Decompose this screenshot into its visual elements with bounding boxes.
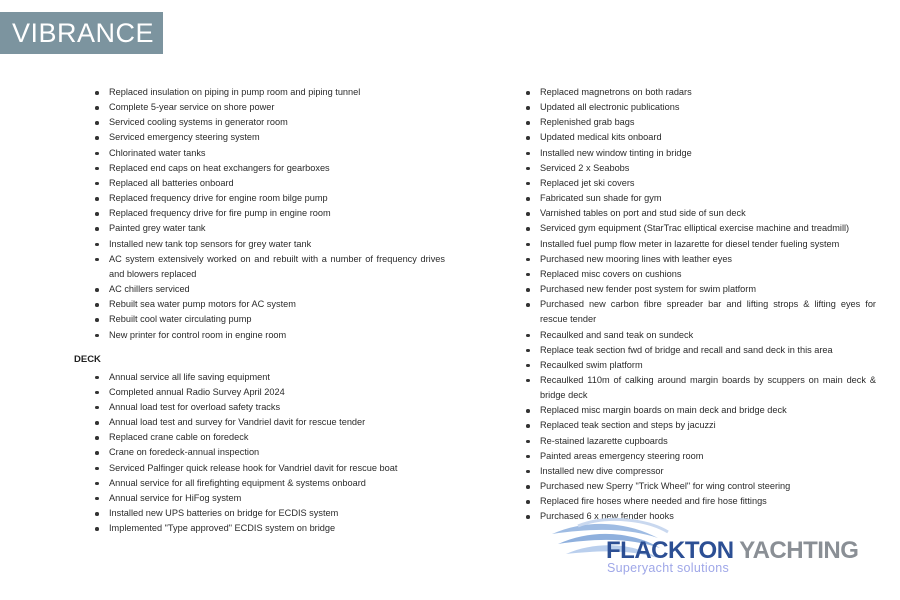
- list-item: Painted grey water tank: [95, 221, 445, 236]
- list-item: Replaced teak section and steps by jacuzzi: [526, 418, 876, 433]
- list-item: Serviced Palfinger quick release hook for Vandriel davit for rescue boat: [95, 461, 445, 476]
- list-item: Purchased 6 x new fender hooks: [526, 509, 876, 524]
- list-item: Fabricated sun shade for gym: [526, 191, 876, 206]
- list-item: Updated medical kits onboard: [526, 130, 876, 145]
- list-item: Painted areas emergency steering room: [526, 449, 876, 464]
- list-item: Serviced emergency steering system: [95, 130, 445, 145]
- list-item: Installed new window tinting in bridge: [526, 146, 876, 161]
- list-item: Chlorinated water tanks: [95, 146, 445, 161]
- left-column: [74, 85, 445, 536]
- list-item: Replaced fire hoses where needed and fire hose fittings: [526, 494, 876, 509]
- list-item: Replaced insulation on piping in pump room and piping tunnel: [95, 85, 445, 100]
- page-title: VIBRANCE: [0, 12, 163, 54]
- list-item: AC chillers serviced: [95, 282, 445, 297]
- list-item: Replenished grab bags: [526, 115, 876, 130]
- list-item: Recaulked 110m of calking around margin boards by scuppers on main deck & bridge deck: [526, 373, 876, 403]
- list-item: Rebuilt sea water pump motors for AC system: [95, 297, 445, 312]
- list-item: Installed new tank top sensors for grey water tank: [95, 237, 445, 252]
- list-item: Installed fuel pump flow meter in lazarette for diesel tender fueling system: [526, 237, 876, 252]
- list-item: Replaced frequency drive for fire pump in engine room: [95, 206, 445, 221]
- list-item: Replaced frequency drive for engine room bilge pump: [95, 191, 445, 206]
- list-item: Replace teak section fwd of bridge and recall and sand deck in this area: [526, 343, 876, 358]
- list-item: Annual load test for overload safety tracks: [95, 400, 445, 415]
- list-item: Replaced misc covers on cushions: [526, 267, 876, 282]
- list-item: Installed new UPS batteries on bridge for ECDIS system: [95, 506, 445, 521]
- deck-list: [95, 370, 445, 537]
- list-item: Serviced cooling systems in generator room: [95, 115, 445, 130]
- list-item: Purchased new mooring lines with leather eyes: [526, 252, 876, 267]
- list-item: Annual load test and survey for Vandriel davit for rescue tender: [95, 415, 445, 430]
- list-item: Installed new dive compressor: [526, 464, 876, 479]
- list-item: Re-stained lazarette cupboards: [526, 434, 876, 449]
- logo-tagline: Superyacht solutions: [607, 561, 730, 575]
- list-item: Purchased new Sperry "Trick Wheel" for wing control steering: [526, 479, 876, 494]
- list-item: Replaced jet ski covers: [526, 176, 876, 191]
- list-item: Complete 5-year service on shore power: [95, 100, 445, 115]
- list-item: Recaulked swim platform: [526, 358, 876, 373]
- list-item: Implemented "Type approved" ECDIS system on bridge: [95, 521, 445, 536]
- list-item: Annual service for all firefighting equipment & systems onboard: [95, 476, 445, 491]
- interior-exterior-list: [526, 85, 876, 525]
- list-item: Rebuilt cool water circulating pump: [95, 312, 445, 327]
- list-item: Crane on foredeck-annual inspection: [95, 445, 445, 460]
- list-item: Serviced 2 x Seabobs: [526, 161, 876, 176]
- list-item: Varnished tables on port and stud side of sun deck: [526, 206, 876, 221]
- logo-word-yachting: YACHTING: [739, 537, 859, 564]
- list-item: Replaced all batteries onboard: [95, 176, 445, 191]
- list-item: Completed annual Radio Survey April 2024: [95, 385, 445, 400]
- list-item: Replaced crane cable on foredeck: [95, 430, 445, 445]
- list-item: Serviced gym equipment (StarTrac elliptical exercise machine and treadmill): [526, 221, 876, 236]
- list-item: Replaced end caps on heat exchangers for gearboxes: [95, 161, 445, 176]
- right-column: [526, 85, 876, 525]
- list-item: Purchased new fender post system for swim platform: [526, 282, 876, 297]
- list-item: Recaulked and sand teak on sundeck: [526, 328, 876, 343]
- list-item: AC system extensively worked on and rebuilt with a number of frequency drives and blowers replaced: [95, 252, 445, 282]
- logo-word-flackton: FLACKTON: [606, 537, 734, 564]
- list-item: Replaced magnetrons on both radars: [526, 85, 876, 100]
- list-item: Updated all electronic publications: [526, 100, 876, 115]
- list-item: Annual service for HiFog system: [95, 491, 445, 506]
- list-item: Replaced misc margin boards on main deck and bridge deck: [526, 403, 876, 418]
- engineering-list: [95, 85, 445, 343]
- list-item: Purchased new carbon fibre spreader bar and lifting strops & lifting eyes for rescue tender: [526, 297, 876, 327]
- list-item: Annual service all life saving equipment: [95, 370, 445, 385]
- deck-heading: DECK: [74, 353, 101, 365]
- list-item: New printer for control room in engine room: [95, 328, 445, 343]
